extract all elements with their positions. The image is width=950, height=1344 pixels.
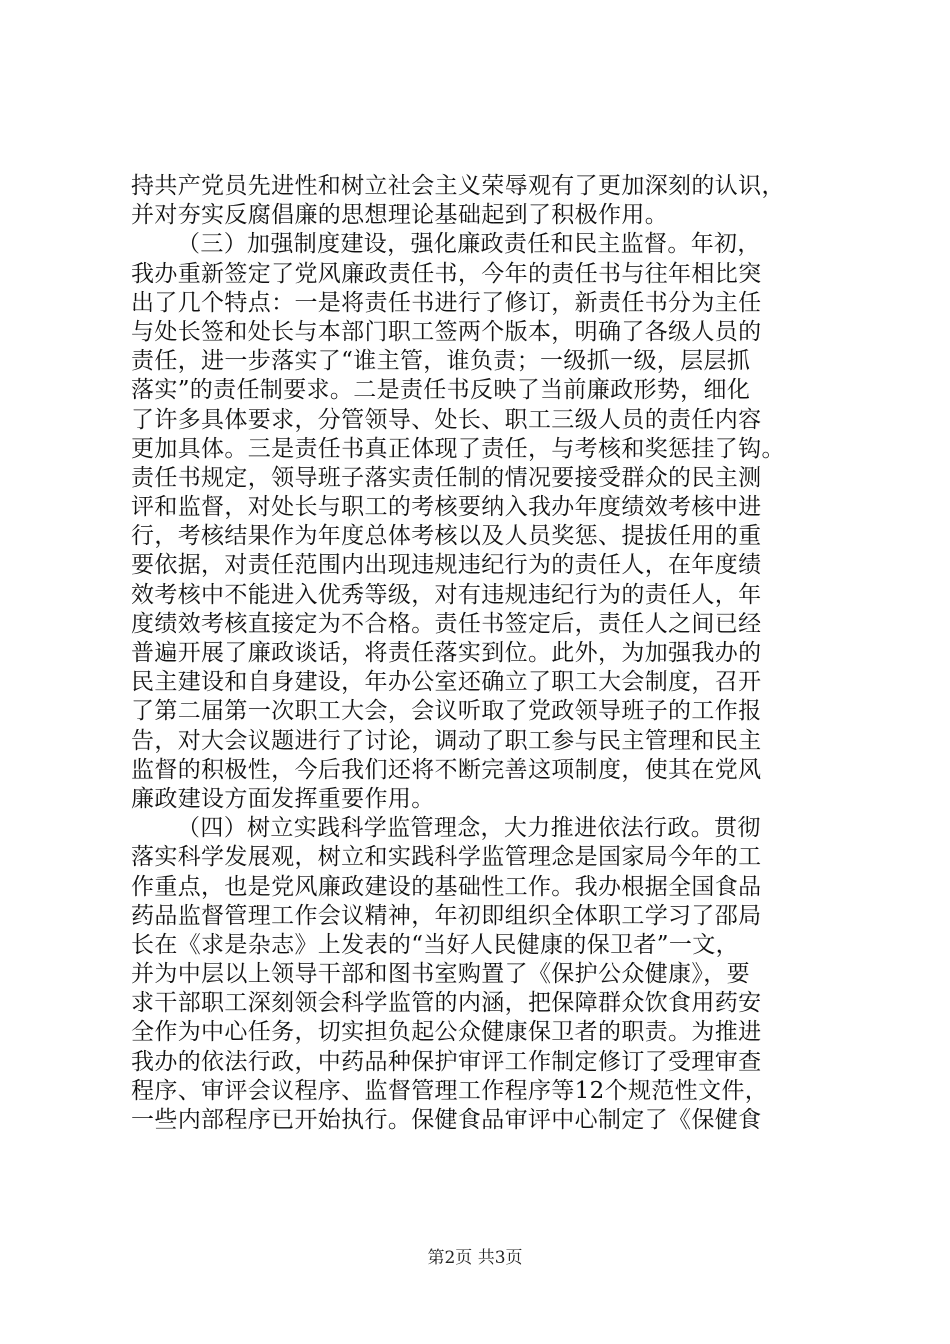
text-line: 一些内部程序已开始执行。保健食品审评中心制定了《保健食	[131, 1107, 762, 1133]
text-line: 普遍开展了廉政谈话，将责任落实到位。此外，为加强我办的	[131, 640, 762, 666]
text-line: 与处长签和处长与本部门职工签两个版本，明确了各级人员的	[131, 318, 762, 345]
text-line: 并为中层以上领导干部和图书室购置了《保护公众健康》，要	[131, 961, 750, 988]
text-line: 作重点，也是党风廉政建设的基础性工作。我办根据全国食品	[131, 873, 762, 900]
text-line: 落实科学发展观，树立和实践科学监管理念是国家局今年的工	[131, 844, 762, 871]
text-line: 求干部职工深刻领会科学监管的内涵，把保障群众饮食用药安	[131, 990, 762, 1017]
text-line: 廉政建设方面发挥重要作用。	[131, 785, 435, 812]
text-line: 全作为中心任务，切实担负起公众健康保卫者的职责。为推进	[131, 1019, 762, 1046]
text-line: 出了几个特点：一是将责任书进行了修订，新责任书分为主任	[131, 289, 762, 316]
text-line: 责任，进一步落实了“谁主管，谁负责；一级抓一级，层层抓	[131, 348, 751, 375]
document-body	[131, 172, 831, 1135]
text-line: 效考核中不能进入优秀等级，对有违规违纪行为的责任人，年	[131, 581, 762, 608]
text-line: 监督的积极性，今后我们还将不断完善这项制度，使其在党风	[131, 756, 762, 783]
text-line: 程序、审评会议程序、监督管理工作程序等12个规范性文件，	[131, 1077, 769, 1104]
text-line: 要依据，对责任范围内出现违规违纪行为的责任人，在年度绩	[131, 552, 762, 579]
text-line: 告，对大会议题进行了讨论，调动了职工参与民主管理和民主	[131, 727, 762, 754]
text-line: 行，考核结果作为年度总体考核以及人员奖惩、提拔任用的重	[131, 523, 762, 550]
text-line: 药品监督管理工作会议精神，年初即组织全体职工学习了邵局	[131, 902, 762, 929]
text-line: 我办的依法行政，中药品种保护审评工作制定修订了受理审查	[131, 1048, 762, 1075]
text-line: 我办重新签定了党风廉政责任书，今年的责任书与往年相比突	[131, 260, 762, 287]
text-line: 持共产党员先进性和树立社会主义荣辱观有了更加深刻的认识，	[131, 173, 785, 199]
text-line: 度绩效考核直接定为不合格。责任书签定后，责任人之间已经	[131, 610, 762, 637]
page-number-footer: 第2页 共3页	[427, 1248, 523, 1268]
text-line: 责任书规定，领导班子落实责任制的情况要接受群众的民主测	[131, 464, 762, 491]
text-line: 评和监督，对处长与职工的考核要纳入我办年度绩效考核中进	[131, 494, 762, 521]
paragraph-start-line: （三）加强制度建设，强化廉政责任和民主监督。年初，	[177, 231, 761, 258]
text-line: 并对夯实反腐倡廉的思想理论基础起到了积极作用。	[131, 202, 669, 229]
text-line: 长在《求是杂志》上发表的“当好人民健康的保卫者”一文，	[131, 931, 739, 958]
paragraph-start-line: （四）树立实践科学监管理念，大力推进依法行政。贯彻	[177, 815, 761, 842]
text-line: 了许多具体要求，分管领导、处长、职工三级人员的责任内容	[131, 406, 762, 433]
text-line: 落实”的责任制要求。二是责任书反映了当前廉政形势，细化	[131, 377, 751, 404]
text-line: 更加具体。三是责任书真正体现了责任，与考核和奖惩挂了钩。	[131, 435, 785, 462]
text-line: 了第二届第一次职工大会，会议听取了党政领导班子的工作报	[131, 698, 762, 725]
text-line: 民主建设和自身建设，年办公室还确立了职工大会制度，召开	[131, 669, 762, 696]
